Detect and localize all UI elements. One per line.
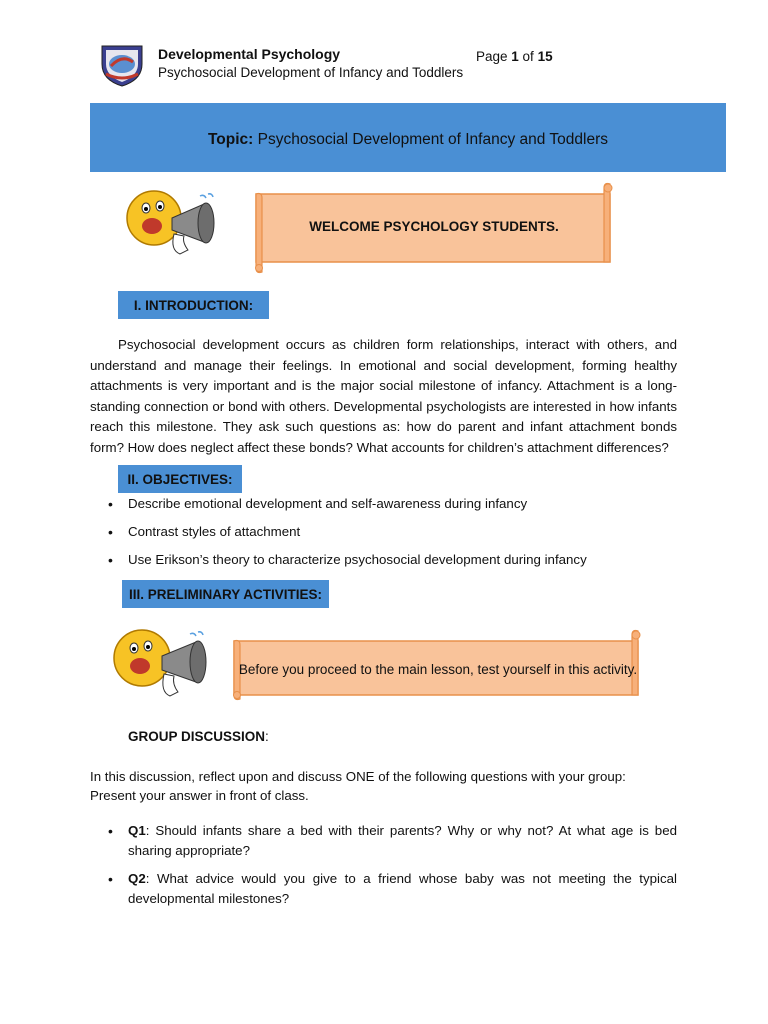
objectives-list bbox=[106, 496, 666, 580]
page-indicator bbox=[476, 49, 553, 64]
instruction-line: In this discussion, reflect upon and discuss ONE of the following questions with your group: bbox=[90, 769, 626, 784]
objective-item: • Contrast styles of attachment bbox=[106, 524, 666, 552]
question-item bbox=[106, 869, 677, 909]
group-discussion-heading bbox=[128, 729, 269, 744]
topic-text: Psychosocial Development of Infancy and Toddlers bbox=[253, 131, 609, 148]
question-item bbox=[106, 821, 677, 861]
section-objectives-heading: II. OBJECTIVES: bbox=[118, 465, 242, 493]
welcome-banner-text: WELCOME PSYCHOLOGY STUDENTS. bbox=[309, 219, 559, 234]
section-introduction-heading: I. INTRODUCTION: bbox=[118, 291, 269, 319]
instruction-line: Present your answer in front of class. bbox=[90, 788, 309, 803]
group-discussion-label: GROUP DISCUSSION bbox=[128, 729, 266, 744]
topic-label: Topic: bbox=[207, 131, 254, 148]
page-prefix: Page bbox=[476, 49, 512, 64]
question-text: : Should infants share a bed with their parents? Why or why not? At what age is bed sharing appropriate? bbox=[128, 823, 677, 858]
topic-heading bbox=[90, 131, 726, 149]
question-text: : What advice would you give to a friend whose baby was not meeting the typical developmental milestones? bbox=[128, 871, 677, 906]
page-of: of bbox=[518, 49, 538, 64]
preliminary-banner-text: Before you proceed to the main lesson, test yourself in this activity. bbox=[238, 662, 638, 677]
question-label: Q1 bbox=[128, 823, 146, 838]
page-total: 15 bbox=[537, 49, 553, 64]
discussion-instructions bbox=[90, 767, 690, 805]
course-title: Developmental Psychology bbox=[158, 46, 341, 62]
objective-item: • Describe emotional development and self-awareness during infancy bbox=[106, 496, 666, 524]
questions-list bbox=[106, 821, 677, 909]
page-current: 1 bbox=[511, 49, 519, 64]
introduction-paragraph bbox=[90, 335, 677, 459]
megaphone-smiley-icon bbox=[124, 184, 224, 274]
school-logo-crest bbox=[98, 42, 146, 88]
megaphone-smiley-icon bbox=[110, 622, 210, 712]
section-preliminary-heading: III. PRELIMINARY ACTIVITIES: bbox=[122, 580, 329, 608]
topic-bar bbox=[90, 103, 726, 172]
introduction-text: Psychosocial development occurs as children form relationships, interact with others, and understand and manage their feelings. In emotional and social development, forming healthy attachments is very important and is the major social milestone of infancy. Attachment is a long-standing connection or bond with others. Developmental psychologists are interested in how infants reach this milestone. They ask such questions as: how do parent and infant attachment bonds form? How does neglect affect these bonds? What accounts for children’s attachment differences? bbox=[90, 337, 677, 455]
course-subtitle: Psychosocial Development of Infancy and Toddlers bbox=[158, 65, 464, 80]
question-label: Q2 bbox=[128, 871, 146, 886]
group-discussion-colon: : bbox=[265, 729, 269, 744]
objective-item: • Use Erikson’s theory to characterize psychosocial development during infancy bbox=[106, 552, 666, 580]
